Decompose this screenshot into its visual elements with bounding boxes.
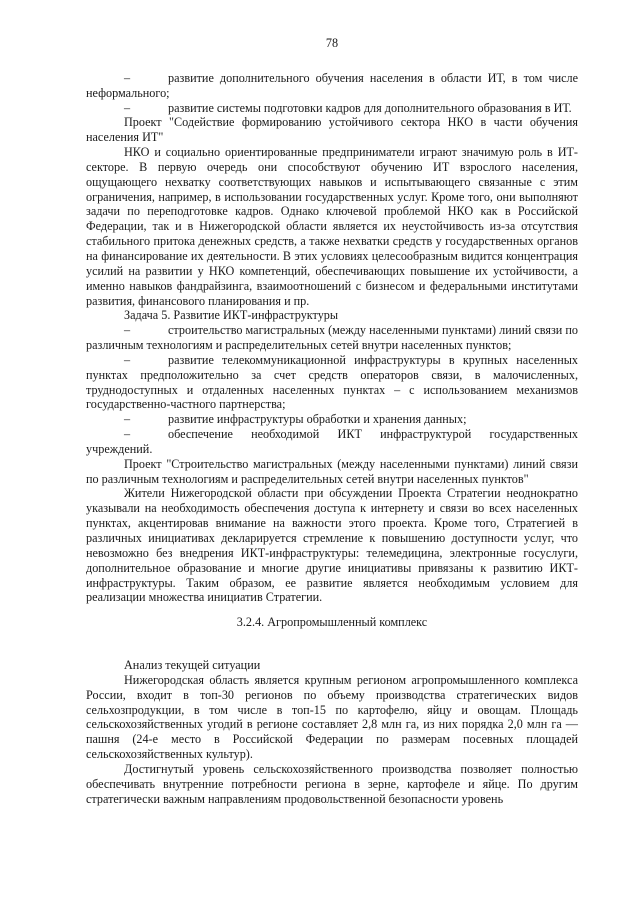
- list-item-text: развитие телекоммуникационной инфраструктуры в крупных населенных пунктах предположительно за счет средств операторов связи, в малочисленных, труднодоступных и отдаленных населенных пунктах – с использованием механизмов государственно-частного партнерства;: [86, 352, 578, 412]
- list-item: [86, 412, 578, 427]
- list-dash: –: [124, 427, 131, 442]
- list-item: [86, 427, 578, 457]
- spacer: [86, 630, 578, 658]
- list-item-text: строительство магистральных (между населенными пунктами) линий связи по различным технологиям и распределительных сетей внутри населенных пунктов;: [86, 323, 578, 353]
- list-dash: –: [124, 412, 131, 427]
- subsection-title: Анализ текущей ситуации: [124, 658, 261, 673]
- list-item: [86, 353, 578, 412]
- list-item-text: обеспечение необходимой ИКТ инфраструктурой государственных учреждений.: [86, 427, 578, 456]
- project-title: Проект "Содействие формированию устойчивого сектора НКО в части обучения населения ИТ": [86, 115, 578, 145]
- list-item-text: развитие дополнительного обучения населения в области ИТ, в том числе неформального;: [86, 70, 578, 100]
- list-item: [86, 71, 578, 101]
- paragraph: Жители Нижегородской области при обсуждении Проекта Стратегии неоднократно указывали на необходимость обеспечения доступа к интернету и связи во всех населенных пунктах, акцентировав внимание на важности этого проекта. Кроме того, Стратегией в различных инициативах декларируется стремление к повышению доступности услуг, что невозможно без внедрения ИКТ-инфраструктуры: телемедицина, электронные госуслуги, дополнительное образование и многие другие инициативы привязаны к развитию ИКТ-инфраструктуры. Таким образом, ее развитие является необходимым условием для реализации множества инициатив Стратегии.: [86, 486, 578, 605]
- document-page: [86, 36, 578, 807]
- list-dash: –: [124, 100, 131, 115]
- list-dash: –: [124, 70, 131, 85]
- paragraph: Нижегородская область является крупным регионом агропромышленного комплекса России, входит в топ-30 регионов по объему производства стратегических видов сельхозпродукции, в том числе в топ-15 по картофелю, яйцу и овощам. Площадь сельскохозяйственных угодий в регионе составляет 2,8 млн га, из них порядка 2,0 млн га — пашня (24-е место в Российской Федерации по размерам посевных площадей сельскохозяйственных культур).: [86, 672, 578, 762]
- list-dash: –: [124, 352, 131, 367]
- page-number: 78: [325, 36, 339, 50]
- list-item: [86, 323, 578, 353]
- list-item: [86, 101, 578, 116]
- paragraph: Достигнутый уровень сельскохозяйственного производства позволяет полностью обеспечивать внутренние потребности региона в зерне, картофеле и яйце. По другим стратегически важным направлениям продовольственной безопасности уровень: [86, 761, 578, 806]
- spacer: [86, 605, 578, 615]
- section-heading: 3.2.4. Агропромышленный комплекс: [236, 615, 428, 630]
- list-item-text: развитие системы подготовки кадров для дополнительного образования в ИТ.: [168, 100, 572, 115]
- paragraph: НКО и социально ориентированные предприниматели играют значимую роль в ИТ-секторе. В первую очередь они способствуют обучению ИТ взрослого населения, ощущающего нехватку соответствующих навыков и испытывающего связанные с этим ограничения, например, в использовании государственных услуг. Кроме того, они выполняют задачи по переподготовке кадров. Однако ключевой проблемой НКО как в Российской Федерации, так и в Нижегородской области является их неустойчивость из-за отсутствия стабильного притока денежных средств, а также нехватки средств у государственных органов на финансирование их деятельности. В этих условиях целесообразным видится концентрация усилий на развитии у НКО компетенций, обеспечивающих повышение их устойчивости, а именно навыков фандрайзинга, взаимоотношений с бизнесом и федеральными институтами развития, финансового планирования и пр.: [86, 145, 578, 308]
- list-item-text: развитие инфраструктуры обработки и хранения данных;: [168, 412, 467, 427]
- list-dash: –: [124, 323, 131, 338]
- project-title: Проект "Строительство магистральных (между населенными пунктами) линий связи по различным технологиям и распределительных сетей внутри населенных пунктов": [86, 456, 578, 486]
- task-title: Задача 5. Развитие ИКТ-инфраструктуры: [124, 308, 339, 323]
